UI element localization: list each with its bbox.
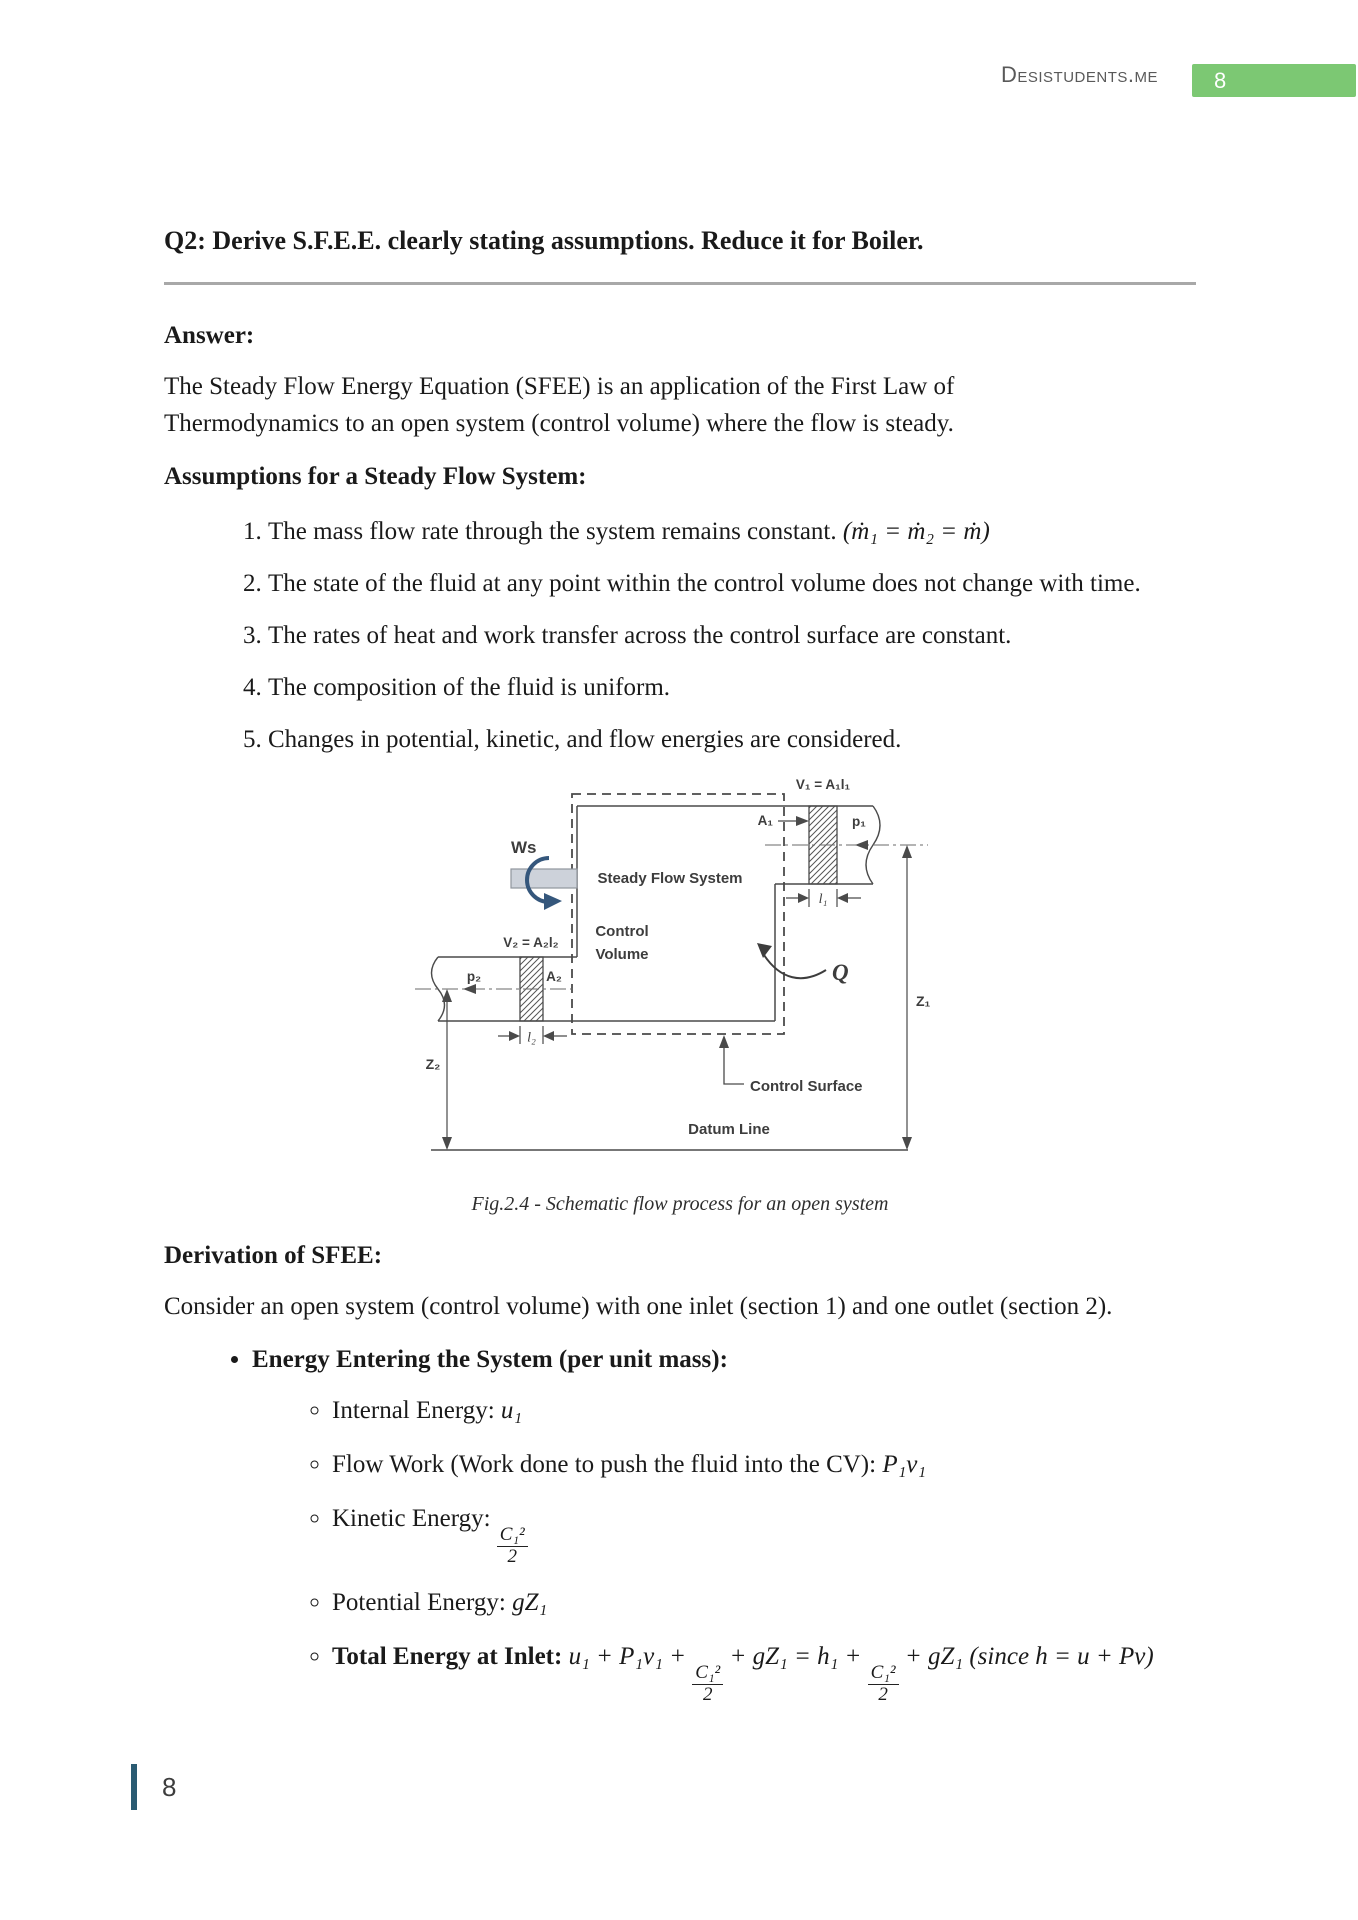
flow-work-item — [332, 1446, 1192, 1483]
fraction-denominator: 2 — [878, 1683, 888, 1705]
assumption-math: (ṁ₁ = ṁ₂ = ṁ) — [842, 517, 990, 545]
heat-transfer-arrow — [764, 955, 826, 978]
assumption-item — [268, 669, 1196, 706]
energy-entering-heading: • Energy Entering the System (per unit mass): — [252, 1341, 1196, 1378]
l2-label: l₂ — [527, 1030, 536, 1046]
footer-page-number: 8 — [162, 1771, 177, 1802]
term-math: P₁v₁ — [882, 1451, 927, 1479]
inlet-flow-arrow — [855, 840, 868, 850]
v1-label: V₁ = A₁l₁ — [795, 776, 851, 792]
horizontal-rule — [164, 282, 1196, 285]
shaft-rotation-arrowhead — [544, 893, 562, 910]
datum-line-label: Datum Line — [688, 1120, 770, 1138]
internal-energy-item — [332, 1392, 1192, 1429]
l2-arrowhead-right — [543, 1031, 554, 1041]
header-page-badge — [1192, 64, 1356, 97]
footer-accent-bar — [131, 1764, 137, 1810]
volume-label: Volume — [595, 945, 649, 963]
term-math: u₁ + P₁v₁ + — [568, 1643, 687, 1671]
header-page-number: 8 — [1214, 68, 1227, 93]
fraction — [868, 1663, 899, 1705]
derivation-heading: Derivation of SFEE: — [164, 1242, 383, 1270]
figure-open-system-schematic — [340, 773, 1020, 1220]
term-label: Potential Energy: — [332, 1589, 513, 1617]
energy-terms-list — [164, 1392, 1196, 1705]
z1-arrow-up — [902, 845, 912, 858]
z2-label: Z₂ — [425, 1055, 441, 1072]
schematic-diagram — [340, 773, 1020, 1165]
term-math: + gZ₁ = h₁ + — [729, 1643, 862, 1671]
fraction-numerator: C₁² — [497, 1525, 528, 1547]
total-energy-item — [332, 1638, 1192, 1705]
assumption-item — [268, 721, 1196, 758]
l1-arrowhead-right — [837, 893, 848, 903]
p2-label: p₂ — [466, 968, 482, 984]
heat-arrowhead — [757, 943, 772, 958]
document-body — [164, 224, 1196, 1722]
v2-label: V₂ = A₂l₂ — [503, 934, 559, 950]
fraction — [692, 1663, 723, 1705]
assumption-text: The rates of heat and work transfer across the control surface are constant. — [268, 621, 1012, 649]
page-footer — [131, 1764, 176, 1810]
derivation-intro: Consider an open system (control volume) with one inlet (section 1) and one outlet (section 2). — [164, 1293, 1113, 1321]
assumptions-list — [164, 513, 1196, 758]
a1-label: A₁ — [757, 812, 773, 828]
work-shaft — [511, 869, 577, 888]
assumptions-heading: Assumptions for a Steady Flow System: — [164, 462, 587, 490]
term-math: gZ₁ — [512, 1589, 548, 1617]
potential-energy-item — [332, 1584, 1192, 1621]
answer-heading: Answer: — [164, 321, 255, 349]
term-label: Kinetic Energy: — [332, 1505, 497, 1533]
fraction-denominator: 2 — [703, 1683, 713, 1705]
term-label: Flow Work (Work done to push the fluid into the CV): — [332, 1451, 883, 1479]
assumption-item — [268, 565, 1196, 602]
energy-entering-list — [164, 1341, 1196, 1378]
control-surface-dashed-boundary — [572, 794, 784, 1034]
z1-label: Z₁ — [916, 992, 931, 1009]
control-label: Control — [595, 922, 649, 940]
answer-intro: The Steady Flow Energy Equation (SFEE) is an application of the First Law of Thermodynamics to an open system (control volume) where the flow is steady. — [164, 372, 955, 437]
term-label: Internal Energy: — [332, 1397, 501, 1425]
assumption-text: The composition of the fluid is uniform. — [268, 673, 671, 701]
control-surface-leader — [724, 1047, 744, 1084]
control-surface-label: Control Surface — [750, 1077, 863, 1095]
l1-label: l₁ — [818, 891, 828, 907]
fraction-numerator: C₁² — [868, 1663, 899, 1685]
fraction — [497, 1525, 528, 1567]
z2-arrow-up — [442, 989, 452, 1002]
z2-arrow-down — [442, 1137, 452, 1150]
a1-arrowhead — [796, 816, 809, 826]
outlet-flow-arrow — [463, 984, 476, 994]
term-math: u₁ — [500, 1397, 523, 1425]
steady-flow-system-label: Steady Flow System — [597, 869, 743, 887]
figure-caption: Fig.2.4 - Schematic flow process for an open system — [471, 1192, 889, 1215]
kinetic-energy-item — [332, 1500, 1192, 1567]
assumption-text: The state of the fluid at any point within the control volume does not change with time. — [268, 569, 1141, 597]
total-energy-label: Total Energy at Inlet: — [332, 1643, 569, 1671]
control-surface-arrowhead — [719, 1035, 729, 1048]
l1-arrowhead-left — [798, 893, 809, 903]
p1-label: p₁ — [852, 813, 866, 829]
ws-label: Ws — [511, 837, 537, 857]
assumption-text: Changes in potential, kinetic, and flow energies are considered. — [268, 725, 902, 753]
z1-arrow-down — [902, 1137, 912, 1150]
q-label: Q — [832, 959, 849, 985]
question-title: Q2: Derive S.F.E.E. clearly stating assumptions. Reduce it for Boiler. — [164, 226, 924, 255]
assumption-text: The mass flow rate through the system remains constant. — [268, 517, 843, 545]
fraction-denominator: 2 — [507, 1545, 518, 1567]
assumption-item — [268, 513, 1196, 550]
l2-arrowhead-left — [509, 1031, 520, 1041]
assumption-item — [268, 617, 1196, 654]
term-math: + gZ₁ (since h = u + Pv) — [904, 1643, 1154, 1671]
header-site-name: Desistudents.me — [1000, 62, 1158, 87]
fraction-numerator: C₁² — [692, 1663, 723, 1685]
a2-label: A₂ — [546, 968, 562, 984]
